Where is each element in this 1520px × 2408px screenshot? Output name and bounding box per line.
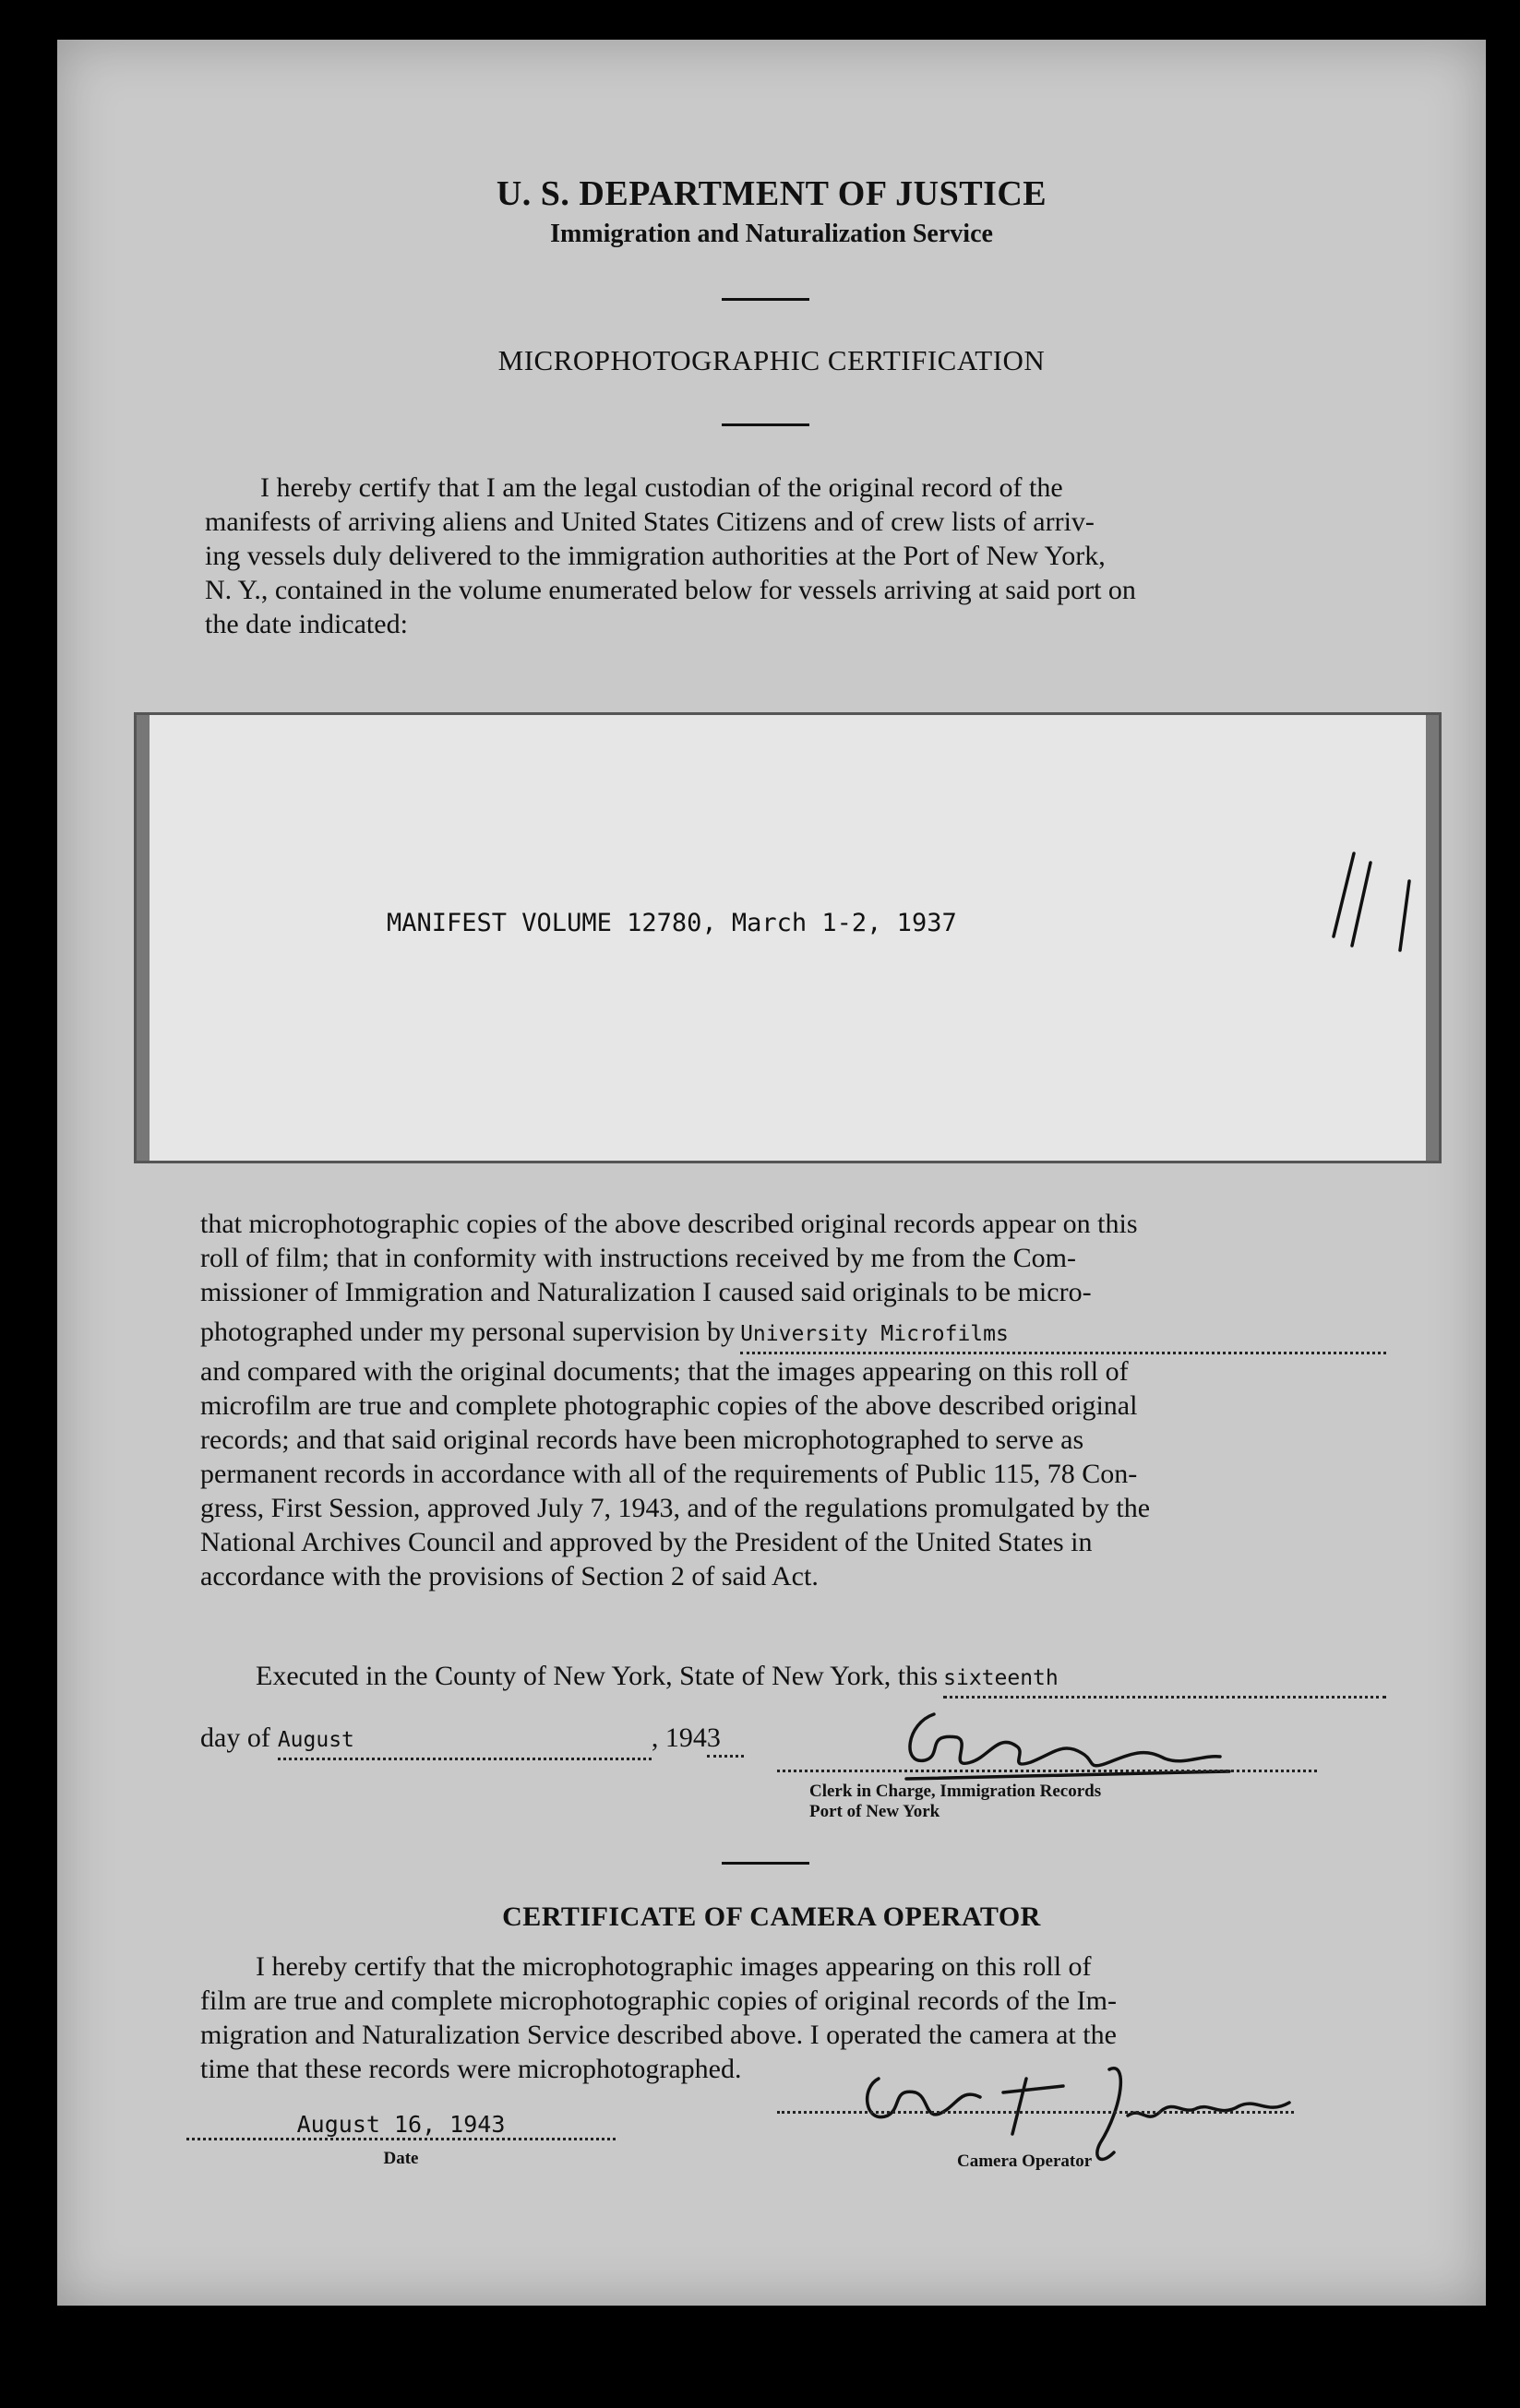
- intro-paragraph: [205, 471, 1382, 641]
- month-field: [278, 1721, 652, 1760]
- body-line: permanent records in accordance with all of the requirements of Public 115, 78 Con-: [200, 1459, 1138, 1489]
- year-prefix: , 194: [651, 1723, 707, 1753]
- agency-title: U. S. DEPARTMENT OF JUSTICE: [496, 174, 1047, 213]
- divider: [722, 1862, 809, 1865]
- supervision-fill-field: [740, 1315, 1386, 1354]
- body-line: gress, First Session, approved July 7, 1943, and of the regulations promulgated by the: [200, 1493, 1151, 1523]
- body-line: National Archives Council and approved by the President of the United States in: [200, 1527, 1093, 1557]
- clerk-title: [809, 1782, 1101, 1822]
- certification-title: MICROPHOTOGRAPHIC CERTIFICATION: [497, 344, 1046, 376]
- day-of-label: day of: [200, 1723, 270, 1753]
- date-label: Date: [383, 2149, 419, 2168]
- operator-line: I hereby certify that the microphotographic images appearing on this roll of: [256, 1951, 1092, 1982]
- clerk-title-line2: Port of New York: [809, 1802, 940, 1821]
- divider: [722, 423, 809, 426]
- operator-label: Camera Operator: [957, 2152, 1093, 2171]
- supervisor-name: University Microfilms: [740, 1322, 1009, 1346]
- clerk-signature: [869, 1696, 1303, 1788]
- body-line: missioner of Immigration and Naturalization I caused said originals to be micro-: [200, 1277, 1092, 1307]
- operator-line: time that these records were microphotographed.: [200, 2054, 742, 2084]
- month-value: August: [277, 1728, 354, 1752]
- certificate-page: [57, 40, 1486, 2306]
- date-value: August 16, 1943: [296, 2111, 506, 2138]
- executed-prefix: Executed in the County of New York, State of New York, this: [256, 1661, 939, 1691]
- service-subtitle: Immigration and Naturalization Service: [550, 220, 993, 248]
- body-line: and compared with the original documents; that the images appearing on this roll of: [200, 1356, 1129, 1387]
- pencil-marks: [1326, 844, 1418, 955]
- manifest-volume-text: MANIFEST VOLUME 12780, March 1-2, 1937: [387, 909, 957, 937]
- supervision-prefix: photographed under my personal supervision by: [200, 1317, 736, 1347]
- body-line: accordance with the provisions of Section 2 of said Act.: [200, 1561, 819, 1591]
- intro-line: manifests of arriving aliens and United States Citizens and of crew lists of arriv-: [205, 507, 1095, 537]
- body-line: microfilm are true and complete photographic copies of the above described original: [200, 1390, 1138, 1421]
- body-line: roll of film; that in conformity with instructions received by me from the Com-: [200, 1243, 1076, 1273]
- supervision-line: [200, 1315, 1386, 1354]
- operator-line: migration and Naturalization Service described above. I operated the camera at the: [200, 2020, 1117, 2050]
- divider: [722, 298, 809, 301]
- intro-line: ing vessels duly delivered to the immigration authorities at the Port of New York,: [205, 541, 1106, 571]
- clerk-signature-line: [777, 1770, 1317, 1772]
- operator-signature-line: [777, 2111, 1294, 2114]
- manifest-insert: [137, 715, 1439, 1161]
- body-line: that microphotographic copies of the above described original records appear on this: [200, 1209, 1138, 1239]
- operator-line: film are true and complete microphotographic copies of original records of the Im-: [200, 1985, 1117, 2016]
- body-line: records; and that said original records have been microphotographed to serve as: [200, 1425, 1084, 1455]
- executed-line: [256, 1659, 1386, 1699]
- body-paragraph: [200, 1207, 1386, 1593]
- clerk-title-line1: Clerk in Charge, Immigration Records: [809, 1782, 1102, 1801]
- year-digit: 3: [706, 1723, 721, 1753]
- year-field: [707, 1721, 744, 1758]
- intro-line: the date indicated:: [205, 609, 408, 639]
- date-field: [186, 2111, 616, 2140]
- intro-line: N. Y., contained in the volume enumerated below for vessels arriving at said port on: [205, 575, 1136, 605]
- day-word: sixteenth: [943, 1666, 1059, 1690]
- day-of-line: [200, 1721, 744, 1760]
- day-field: [943, 1659, 1386, 1699]
- intro-line: I hereby certify that I am the legal custodian of the original record of the: [260, 472, 1063, 503]
- operator-heading: CERTIFICATE OF CAMERA OPERATOR: [502, 1901, 1041, 1932]
